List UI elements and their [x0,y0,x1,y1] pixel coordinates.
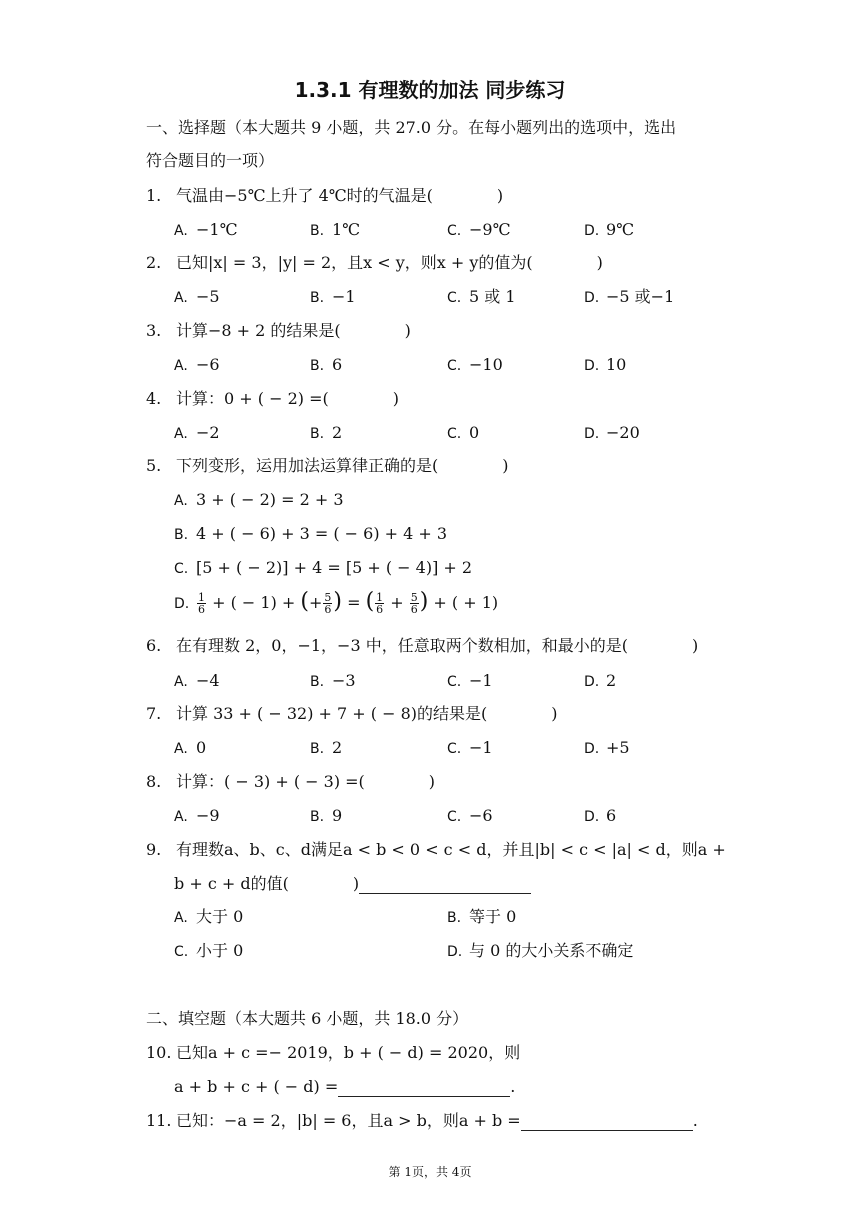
fraction [323,592,332,615]
q6-option-b[interactable] [310,671,356,692]
option-label: A. [174,493,188,509]
page-title: 1.3.1 有理数的加法 同步练习 [294,78,566,102]
option-label: B. [310,426,325,442]
question-text: 已知a + c =− 2019，b + ( − d) = 2020，则 [176,1043,521,1062]
option-label: D. [584,290,600,306]
q1-option-b[interactable] [310,220,360,241]
option-text: +5 [606,738,630,757]
question-text: 气温由−5℃上升了 4℃时的气温是( ) [176,186,504,205]
q2-option-a[interactable] [174,287,220,308]
question-text: 已知：−a = 2，|b| = 6，且a > b，则a + b = [176,1111,521,1130]
q7-option-c[interactable] [447,738,493,759]
q5-option-b[interactable] [174,524,447,545]
option-label: B. [310,223,325,239]
q4-option-d[interactable] [584,423,640,444]
question-number: 8. [146,772,162,791]
q9-option-a[interactable] [174,907,243,928]
option-text: −6 [196,355,220,374]
option-label: C. [447,674,462,690]
option-label: A. [174,809,188,825]
period: . [510,1077,516,1096]
q9-option-c[interactable] [174,941,243,962]
q3-option-b[interactable] [310,355,342,376]
option-label: B. [174,527,189,543]
question-8 [146,772,435,792]
q7-option-a[interactable] [174,738,206,759]
option-text: 0 [469,423,480,442]
option-label: A. [174,223,188,239]
q3-option-c[interactable] [447,355,503,376]
option-text: −1 [469,671,493,690]
option-label: A. [174,741,188,757]
question-text: 计算：0 + ( − 2) =( ) [176,389,399,408]
option-label: A. [174,358,188,374]
option-text: −1 [332,287,356,306]
question-7 [146,704,558,724]
q4-option-a[interactable] [174,423,220,444]
fraction-numerator: 5 [410,591,418,604]
option-text: 6 [606,806,617,825]
question-number: 6. [146,636,162,655]
option-label: B. [310,809,325,825]
q2-option-c[interactable] [447,287,516,308]
option-label: B. [447,910,462,926]
q6-option-c[interactable] [447,671,493,692]
option-label: C. [447,223,462,239]
answer-blank[interactable] [521,1114,693,1131]
fraction [375,592,384,615]
question-text: 有理数a、b、c、d满足a < b < 0 < c < d，并且|b| < c < |a| < d，则a + [176,840,726,859]
q7-option-b[interactable] [310,738,342,759]
question-2 [146,253,603,273]
q6-option-d[interactable] [584,671,616,692]
option-text: 0 [196,738,207,757]
option-text: −5 或−1 [606,287,675,306]
question-4 [146,389,399,409]
option-text: 与 0 的大小关系不确定 [469,941,634,960]
option-text: −5 [196,287,220,306]
option-label: D. [174,596,190,612]
option-text: 等于 0 [469,907,517,926]
question-3 [146,321,411,341]
q4-option-b[interactable] [310,423,342,444]
option-text: 小于 0 [196,941,244,960]
option-label: D. [584,741,600,757]
question-text: 在有理数 2，0，−1，−3 中，任意取两个数相加，和最小的是( ) [176,636,699,655]
option-text: −20 [606,423,640,442]
q6-option-a[interactable] [174,671,220,692]
q1-option-a[interactable] [174,220,237,241]
q5-option-c[interactable] [174,558,472,579]
question-number: 7. [146,704,162,723]
option-label: A. [174,674,188,690]
option-text: −9 [196,806,220,825]
answer-blank[interactable] [359,877,531,894]
section2-heading: 二、填空题（本大题共 6 小题，共 18.0 分） [146,1009,469,1028]
question-number: 3. [146,321,162,340]
question-text: 计算−8 + 2 的结果是( ) [176,321,411,340]
option-text: −3 [332,671,356,690]
option-label: B. [310,674,325,690]
question-5 [146,456,509,476]
option-label: D. [584,809,600,825]
fraction-denominator: 6 [410,603,418,616]
fraction [197,592,206,615]
q4-option-c[interactable] [447,423,479,444]
option-text: −9℃ [469,220,511,239]
question-number: 10. [146,1043,172,1062]
option-text: 10 [606,355,627,374]
q3-option-a[interactable] [174,355,220,376]
option-label: B. [310,358,325,374]
q9-option-b[interactable] [447,907,516,928]
q9-option-d[interactable] [447,941,633,962]
question-1 [146,186,503,206]
fraction-denominator: 6 [324,603,332,616]
q3-option-d[interactable] [584,355,626,376]
option-label: C. [447,741,462,757]
q8-option-d[interactable] [584,806,616,827]
question-number: 4. [146,389,162,408]
option-label: B. [310,741,325,757]
fraction-denominator: 6 [198,603,205,616]
fraction [410,592,419,615]
option-text: 9℃ [606,220,635,239]
option-label: A. [174,910,188,926]
q2-option-b[interactable] [310,287,356,308]
q1-option-c[interactable] [447,220,510,241]
question-9-cont [174,874,531,894]
option-text: 9 [332,806,343,825]
question-number: 1. [146,186,162,205]
period: . [692,1111,698,1130]
question-text: 计算：( − 3) + ( − 3) =( ) [176,772,436,791]
page-footer: 第 1页，共 4页 [388,1165,472,1179]
option-text: −1℃ [196,220,238,239]
question-text: b + c + d的值( ) [174,874,360,893]
question-10 [146,1043,520,1063]
option-text: −2 [196,423,220,442]
option-label: D. [584,223,600,239]
option-label: B. [310,290,325,306]
fraction-denominator: 6 [376,603,384,616]
option-label: C. [174,561,189,577]
section1-heading-cont: 符合题目的一项） [146,151,275,170]
option-label: D. [447,944,463,960]
q5-option-a[interactable] [174,490,344,511]
option-label: C. [447,426,462,442]
fraction-numerator: 5 [324,591,332,604]
option-label: C. [447,809,462,825]
option-text: 2 [332,738,343,757]
option-label: A. [174,290,188,306]
q7-option-d[interactable] [584,738,630,759]
option-text: −10 [469,355,503,374]
question-number: 9. [146,840,162,859]
q1-option-d[interactable] [584,220,634,241]
option-text: −4 [196,671,220,690]
option-label: C. [447,358,462,374]
option-label: C. [447,290,462,306]
option-text: 1℃ [332,220,361,239]
option-text: 3 + ( − 2) = 2 + 3 [196,490,344,509]
question-text: 计算 33 + ( − 32) + 7 + ( − 8)的结果是( ) [176,704,558,723]
option-label: D. [584,426,600,442]
option-text: 4 + ( − 6) + 3 = ( − 6) + 4 + 3 [196,524,448,543]
option-text: 大于 0 [196,907,244,926]
q2-option-d[interactable] [584,287,674,308]
option-label: D. [584,358,600,374]
option-text: 6 [332,355,343,374]
option-label: C. [174,944,189,960]
question-number: 5. [146,456,162,475]
answer-blank[interactable] [338,1080,510,1097]
option-text: 2 [606,671,617,690]
fraction-numerator: 1 [198,591,205,604]
question-text: a + b + c + ( − d) = [174,1077,339,1096]
question-11 [146,1111,698,1131]
option-label: D. [584,674,600,690]
option-text: 5 或 1 [469,287,516,306]
option-label: A. [174,426,188,442]
fraction-numerator: 1 [376,591,384,604]
q8-option-a[interactable] [174,806,220,827]
question-6 [146,636,698,656]
option-text: −6 [469,806,493,825]
question-text: 已知|x| = 3，|y| = 2，且x < y，则x + y的值为( ) [176,253,603,272]
question-9 [146,840,726,860]
option-text: [5 + ( − 2)] + 4 = [5 + ( − 4)] + 2 [196,558,473,577]
option-text: 2 [332,423,343,442]
section1-heading: 一、选择题（本大题共 9 小题，共 27.0 分。在每小题列出的选项中，选出 [146,118,677,137]
q8-option-c[interactable] [447,806,493,827]
question-10-cont [174,1077,515,1097]
question-number: 2. [146,253,162,272]
q8-option-b[interactable] [310,806,342,827]
option-text: −1 [469,738,493,757]
option-text: $\frac{1}{6}$ + ( − 1) + (+ $\frac{5}{6}$ ) = ( $\frac{1}{6}$ + $\frac{5}{6}$ ) + ( + 1) [198,589,499,616]
q5-option-d[interactable] [174,589,499,616]
question-number: 11. [146,1111,172,1130]
question-text: 下列变形，运用加法运算律正确的是( ) [176,456,509,475]
